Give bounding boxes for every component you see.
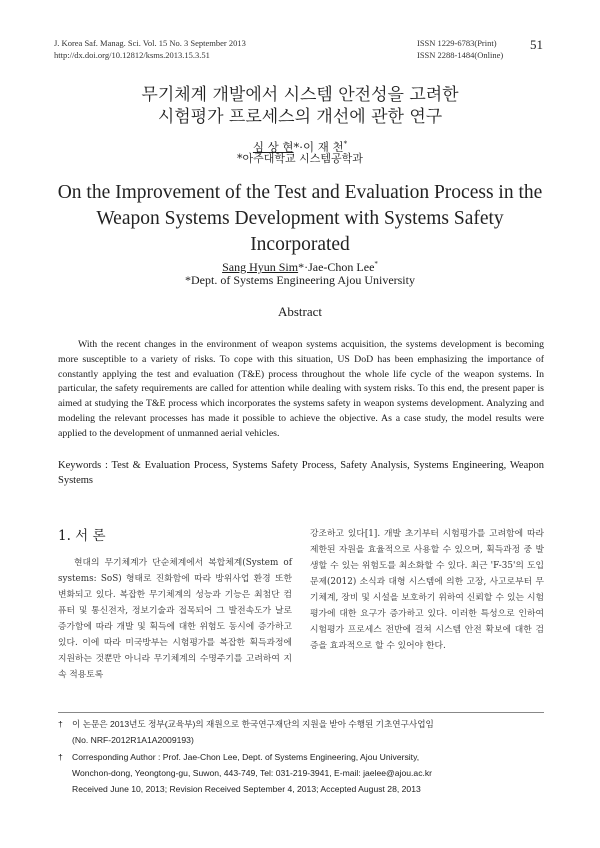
keywords: Keywords : Test & Evaluation Process, Systems Safety Process, Safety Analysis, Systems Engineering, Weapon Systems <box>58 460 544 486</box>
english-author-mark: * <box>374 260 378 268</box>
english-affiliation: *Dept. of Systems Engineering Ajou University <box>185 273 415 287</box>
korean-title-line2: 시험평가 프로세스의 개선에 관한 연구 <box>157 107 443 127</box>
footnote-corresponding <box>58 749 544 797</box>
english-author-2: *·Jae-Chon Lee <box>298 260 375 274</box>
english-title-line1: On the Improvement of the Test and Evaluation Process in the <box>57 182 543 203</box>
page-number: 51 <box>530 37 543 52</box>
english-author-1: Sang Hyun Sim <box>222 260 299 274</box>
journal-citation: J. Korea Saf. Manag. Sci. Vol. 15 No. 3 September 2013 <box>54 38 246 48</box>
korean-affiliation: *아주대학교 시스템공학과 <box>237 152 363 165</box>
abstract-heading: Abstract <box>277 304 323 319</box>
issn-print: ISSN 1229-6783(Print) <box>417 38 497 48</box>
korean-author-1: 심 상 현 <box>252 139 294 154</box>
korean-title-line1: 무기체계 개발에서 시스템 안전성을 고려한 <box>141 85 459 105</box>
korean-title <box>0 84 600 128</box>
footnote-funding <box>58 716 544 748</box>
issn-online: ISSN 2288-1484(Online) <box>417 50 504 60</box>
english-title-line2: Weapon Systems Development with Systems Safety <box>96 208 504 229</box>
korean-author-mark: * <box>343 140 348 148</box>
footnote-funding-line1: 이 논문은 2013년도 정부(교육부)의 재원으로 한국연구재단의 지원을 받아 수행된 기초연구사업임 <box>72 719 434 729</box>
intro-right-column: 강조하고 있다[1]. 개발 초기부터 시험평가를 고려함에 따라 제한된 자원을 효율적으로 사용할 수 있으며, 획득과정 중 발생할 수 있는 위험도를 최소화할 수 있다. 최근 'F-35'의 도입문제(2012) 소식과 대형 시스템에 의한 고장, 사고로부터 무기체계, 장비 및 시설을 보호하기 위하여 신뢰할 수 있는 시험평가에 대한 요구가 증가하고 있다. 이러한 특성으로 인하여 시험평가 프로세스 전반에 걸쳐 시스템 안전 확보에 대한 검증을 효과적으로 할 수 있어야 한다. <box>310 529 544 651</box>
footnote-received-dates: Received June 10, 2013; Revision Received September 4, 2013; Accepted August 28, 2013 <box>72 784 421 794</box>
intro-left-column: 현대의 무기체계가 단순체계에서 복합체계(System of systems: SoS) 형태로 진화함에 따라 방위사업 환경 또한 변화되고 있다. 복잡한 무기체계의 성능과 기능은 최첨단 컴퓨터 및 통신전자, 정보기술과 접목되어 그 발전속도가 날로 증가함에 따라 개발 및 획득에 대한 위험도 동시에 증가하고 있다. 이에 따라 미국방부는 시험평가를 복잡한 획득과정에 지원하는 것뿐만 아니라 무기체계의 수명주기를 고려하여 지속 적용토록 <box>58 558 292 680</box>
footnote-dagger-1: † <box>58 719 63 729</box>
korean-author-2: *·이 재 천 <box>293 139 344 154</box>
footnote-corresponding-line1: Corresponding Author : Prof. Jae-Chon Lee, Dept. of Systems Engineering, Ajou University, <box>72 752 420 762</box>
footnote-corresponding-line2: Wonchon-dong, Yeongtong-gu, Suwon, 443-749, Tel: 031-219-3941, E-mail: jaelee@ajou.ac.kr <box>72 768 433 778</box>
english-title-line3: Incorporated <box>250 234 350 255</box>
english-title <box>0 180 600 258</box>
footnote-dagger-2: † <box>58 752 63 762</box>
footnote-funding-line2: (No. NRF-2012R1A1A2009193) <box>72 735 194 745</box>
journal-header-left <box>54 37 246 61</box>
abstract-body: With the recent changes in the environment of weapon systems acquisition, the systems development is becoming more susceptible to a variety of risks. To cope with this situation, US DoD has been emphasizing the importance of constantly applying the test and evaluation (T&E) process throughout the whole life cycle of the weapon systems. In particular, the safety requirements are called for attention while dealing with system risks. To this end, the present paper is aimed at studying the T&E process which incorporates the systems safety in weapon systems development. Analyzing and modeling the relevant processes has made it possible to achieve the objective. As a case study, the model results were applied to the development of unmanned aerial vehicles. <box>58 339 544 439</box>
doi-link[interactable]: http://dx.doi.org/10.12812/ksms.2013.15.3.51 <box>54 50 210 60</box>
footnote-divider <box>58 712 544 713</box>
journal-header-right <box>417 37 503 61</box>
section-heading: 1. 서 론 <box>58 528 106 544</box>
